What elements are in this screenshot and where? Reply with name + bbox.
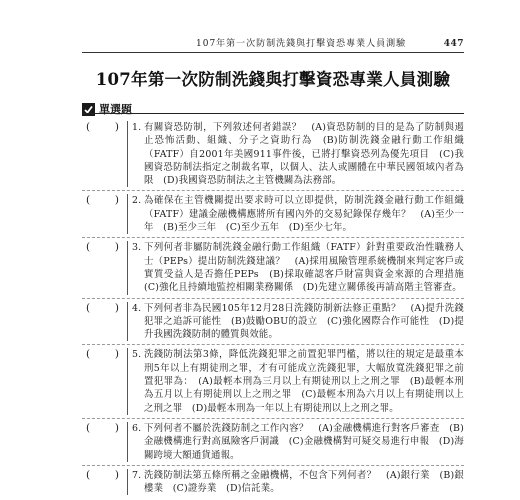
answer-blank: [82, 121, 127, 134]
question-text: 洗錢防制法第3條，降低洗錢犯罪之前置犯罪門檻，將以往的規定是最重本刑5年以上有期徒刑之罪，才有可能成立洗錢犯罪，大幅放寬洗錢犯罪之前置犯罪為： (A)最輕本刑為三月以上有期徒刑以上之刑之罪 (B)最輕本刑為五月以上有期徒刑以上之刑之罪 (C)最輕本刑為六月以上有期徒刑以上之刑之罪 (D)最輕本刑為一年以上有期徒刑以上之刑之罪。: [144, 349, 464, 414]
question-5: [82, 345, 464, 418]
answer-paren-open: (: [86, 348, 91, 361]
section-header: [82, 101, 132, 117]
answer-blank: [82, 194, 127, 207]
question-number: 4.: [132, 302, 142, 314]
answer-blank: [82, 422, 127, 435]
answer-paren-close: ): [114, 468, 119, 481]
question-number: 7.: [132, 469, 142, 481]
section-rule: [82, 113, 464, 114]
question-divider: [127, 422, 128, 462]
running-header: [196, 36, 464, 49]
question-divider: [127, 348, 128, 414]
question-divider: [127, 302, 128, 342]
answer-paren-close: ): [114, 348, 119, 361]
running-header-title: 107年第一次防制洗錢與打擊資恐專業人員測驗: [196, 39, 407, 49]
question-number: 2.: [132, 195, 142, 207]
answer-paren-open: (: [86, 301, 91, 314]
page-number: 447: [443, 39, 464, 49]
answer-blank: [82, 348, 127, 361]
section-title: 單選題: [99, 103, 132, 116]
answer-paren-open: (: [86, 194, 91, 207]
question-number: 6.: [132, 422, 142, 434]
question-divider: [127, 194, 128, 234]
answer-paren-close: ): [114, 121, 119, 133]
question-list: [82, 118, 474, 498]
header-rule: [82, 52, 464, 53]
question-6: [82, 419, 464, 466]
question-number: 5.: [132, 349, 142, 361]
question-text: 下列何者非為民國105年12月28日洗錢防制新法修正重點？ (A)提升洗錢犯罪之追訴可能性 (B)鼓勵OBU的設立 (C)強化國際合作可能性 (D)提升我國洗錢防制的體質與效能。: [144, 302, 464, 341]
answer-paren-open: (: [86, 421, 91, 434]
question-1: [82, 118, 464, 191]
question-number: 3.: [132, 242, 142, 254]
answer-blank: [82, 241, 127, 254]
question-text: 為確保在主管機關提出要求時可以立即提供，防制洗錢金融行動工作組織（FATF）建議金融機構應將所有國內外的交易紀錄保存幾年？ (A)至少一年 (B)至少三年 (C)至少五年 (D)至少七年。: [144, 195, 464, 234]
question-number: 1.: [132, 122, 142, 133]
question-text: 下列何者非屬防制洗錢金融行動工作組織（FATF）針對重要政治性職務人士（PEPs）提出防制洗錢建議？ (A)採用風險管理系統機制來判定客戶或實質受益人是否擔任PEPs (B)採取確認客戶財富與資金來源的合理措施 (C)強化且持續地監控相關業務關係 (D)先建立關係後再請高階主管審查。: [144, 242, 474, 294]
question-text: 有關資恐防制，下列敘述何者錯誤？ (A)資恐防制的目的是為了防制與遏止恐怖活動、組織、分子之資助行為 (B)防制洗錢金融行動工作組織（FATF）自2001年美國911事件後，已將打擊資恐列為優先項目 (C)我國資恐防制法指定之制裁名單，以個人、法人或團體在中華民國領域內者為限 (D)我國資恐防制法之主管機關為法務部。: [144, 122, 464, 187]
answer-paren-open: (: [86, 121, 91, 133]
answer-blank: [82, 302, 127, 315]
answer-paren-close: ): [114, 241, 119, 254]
answer-paren-close: ): [114, 421, 119, 434]
answer-blank: [82, 469, 127, 482]
question-text: 下列何者不屬於洗錢防制之工作內容？ (A)金融機構進行對客戶審查 (B)金融機構進行對高風險客戶洞識 (C)金融機構對可疑交易進行申報 (D)海關跨境大額通貨通報。: [144, 422, 464, 461]
question-divider: [127, 469, 128, 496]
answer-paren-open: (: [86, 468, 91, 481]
answer-paren-close: ): [114, 301, 119, 314]
question-divider: [127, 121, 128, 187]
answer-paren-close: ): [114, 194, 119, 207]
question-text: 洗錢防制法第五條所稱之金融機構，不包含下列何者？ (A)銀行業 (B)銀樓業 (C)證券業 (D)信託業。: [144, 469, 464, 495]
question-4: [82, 299, 464, 346]
page-title: 107年第一次防制洗錢與打擊資恐專業人員測驗: [95, 70, 451, 89]
answer-paren-open: (: [86, 241, 91, 254]
question-3: [82, 238, 474, 298]
question-7: [82, 466, 464, 499]
question-divider: [127, 241, 128, 294]
question-2: [82, 191, 464, 238]
